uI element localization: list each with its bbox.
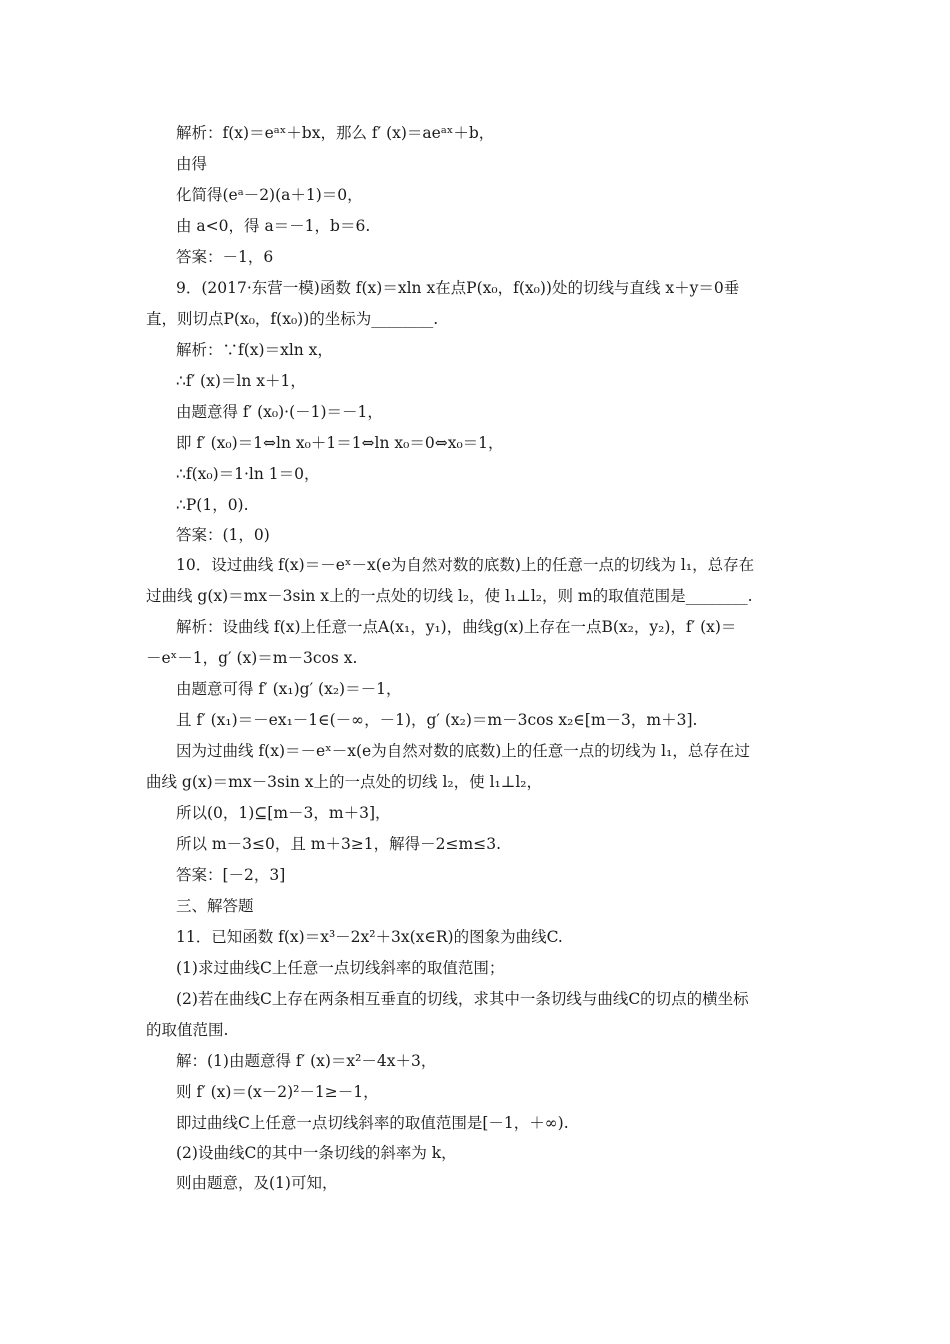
text-line: ∴P(1，0).	[176, 496, 249, 514]
text-line: ∴f′ (x)＝ln x＋1，	[176, 372, 306, 390]
text-line: 由题意可得 f′ (x₁)g′ (x₂)＝－1，	[176, 680, 402, 698]
text-line: 答案：－1，6	[176, 248, 274, 266]
text-line: 过曲线 g(x)＝mx－3sin x上的一点处的切线 l₂，使 l₁⊥l₂，则 m的取值范围是________.	[146, 587, 753, 605]
text-line: 所以(0，1)⊆[m－3，m＋3]，	[176, 804, 391, 822]
text-line: －eˣ－1，g′ (x)＝m－3cos x.	[146, 649, 358, 667]
text-line: 11．已知函数 f(x)＝x³－2x²＋3x(x∈R)的图象为曲线C.	[176, 928, 563, 946]
text-line: 则 f′ (x)＝(x－2)²－1≥－1，	[176, 1083, 379, 1101]
text-line: 由 a<0，得 a＝－1，b＝6.	[176, 217, 371, 235]
text-line: 即过曲线C上任意一点切线斜率的取值范围是[－1，＋∞).	[176, 1114, 569, 1132]
text-line: 且 f′ (x₁)＝－ex₁－1∈(－∞，－1)，g′ (x₂)＝m－3cos x₂∈[m－3，m＋3].	[176, 711, 698, 729]
text-line: 答案：[－2，3]	[176, 866, 286, 884]
text-line: 由题意得 f′ (x₀)·(－1)＝－1，	[176, 403, 383, 421]
text-line: 因为过曲线 f(x)＝－eˣ－x(e为自然对数的底数)上的任意一点的切线为 l₁，总存在过	[176, 742, 750, 760]
text-line: 曲线 g(x)＝mx－3sin x上的一点处的切线 l₂，使 l₁⊥l₂，	[146, 773, 542, 791]
text-line: 所以 m－3≤0，且 m＋3≥1，解得－2≤m≤3.	[176, 835, 501, 853]
text-line: 解析：设曲线 f(x)上任意一点A(x₁，y₁)，曲线g(x)上存在一点B(x₂，y₂)，f′ (x)＝	[176, 618, 737, 636]
text-line: 解析：∵f(x)＝xln x，	[176, 341, 333, 359]
text-line: 解：(1)由题意得 f′ (x)＝x²－4x＋3，	[176, 1052, 437, 1070]
text-line: (2)设曲线C的其中一条切线的斜率为 k，	[176, 1144, 457, 1162]
text-line: ∴f(x₀)＝1·ln 1＝0，	[176, 465, 320, 483]
text-line: 10．设过曲线 f(x)＝－eˣ－x(e为自然对数的底数)上的任意一点的切线为 l₁，总存在	[176, 556, 755, 574]
text-line: 化简得(eᵃ－2)(a＋1)＝0，	[176, 186, 363, 204]
text-line: 解析：f(x)＝eᵃˣ＋bx，那么 f′ (x)＝aeᵃˣ＋b，	[176, 124, 495, 142]
text-line: (1)求过曲线C上任意一点切线斜率的取值范围；	[176, 959, 505, 977]
text-line: 直，则切点P(x₀，f(x₀))的坐标为________.	[146, 310, 439, 328]
text-line: (2)若在曲线C上存在两条相互垂直的切线，求其中一条切线与曲线C的切点的横坐标	[176, 990, 749, 1008]
text-line: 9．(2017·东营一模)函数 f(x)＝xln x在点P(x₀，f(x₀))处的切线与直线 x＋y＝0垂	[176, 279, 740, 297]
text-line: 则由题意，及(1)可知，	[176, 1174, 338, 1192]
section-heading: 三、解答题	[176, 897, 254, 915]
text-line: 由得	[176, 155, 208, 173]
text-line: 答案：(1，0)	[176, 526, 270, 544]
text-line: 的取值范围.	[146, 1021, 229, 1039]
text-line: 即 f′ (x₀)＝1⇔ln x₀＋1＝1⇔ln x₀＝0⇔x₀＝1，	[176, 434, 504, 452]
